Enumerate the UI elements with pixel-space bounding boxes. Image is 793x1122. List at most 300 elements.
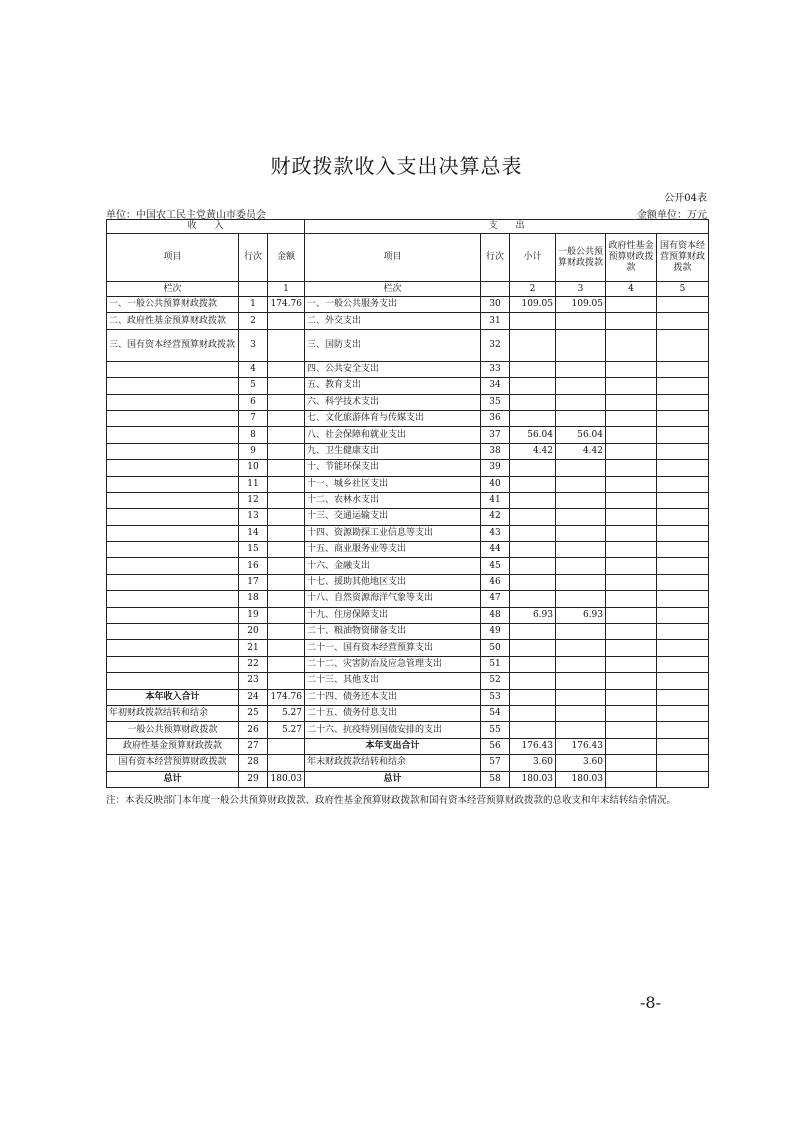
expense-item-cell: 二十五、债务付息支出 [305,705,481,721]
state-capital-cell [657,771,709,787]
general-budget-cell [556,476,606,492]
subtotal-cell [510,313,556,329]
table-row [107,689,709,705]
income-line-cell: 14 [239,525,268,541]
column-no-2: 2 [510,282,556,297]
income-amount-cell [268,492,305,508]
expense-line-cell: 50 [481,640,510,656]
expense-line-cell: 53 [481,689,510,705]
income-amount-cell [268,574,305,590]
state-capital-cell [657,673,709,689]
expense-line-cell: 40 [481,476,510,492]
gov-fund-cell [606,378,657,394]
subtotal-cell [510,689,556,705]
gov-fund-cell [606,673,657,689]
gov-fund-cell [606,313,657,329]
expense-line-cell: 32 [481,329,510,361]
income-item-cell: 一般公共预算财政拨款 [107,722,239,738]
state-capital-cell [657,705,709,721]
subtotal-cell [510,460,556,476]
income-line-cell: 24 [239,689,268,705]
general-budget-cell [556,313,606,329]
gov-fund-cell [606,427,657,443]
expense-item-cell: 二十一、国有资本经营预算支出 [305,640,481,656]
subtotal-cell [510,656,556,672]
state-capital-cell [657,624,709,640]
table-row [107,558,709,574]
general-budget-cell [556,558,606,574]
gov-fund-cell [606,394,657,410]
gov-fund-cell [606,492,657,508]
subtotal-cell: 6.93 [510,607,556,623]
state-capital-cell [657,607,709,623]
gov-fund-cell [606,755,657,771]
subtotal-cell: 180.03 [510,771,556,787]
income-amount-cell [268,427,305,443]
subtotal-cell [510,640,556,656]
expense-item-cell: 本年支出合计 [305,738,481,754]
income-line-cell: 29 [239,771,268,787]
income-amount-cell [268,591,305,607]
income-amount-cell [268,558,305,574]
subtotal-cell [510,525,556,541]
table-row [107,542,709,558]
state-capital-cell [657,542,709,558]
subtotal-cell [510,558,556,574]
gov-fund-cell [606,329,657,361]
form-number: 公开04表 [664,193,707,204]
subtotal-cell: 109.05 [510,297,556,313]
expense-line-cell: 39 [481,460,510,476]
income-amount-cell [268,525,305,541]
income-line-cell: 1 [239,297,268,313]
general-budget-cell [556,689,606,705]
table-row [107,591,709,607]
income-line-header: 行次 [239,234,268,282]
income-item-cell [107,476,239,492]
general-budget-cell [556,378,606,394]
gov-fund-cell [606,771,657,787]
expense-item-cell: 二十六、抗疫特别国债安排的支出 [305,722,481,738]
income-amount-cell [268,394,305,410]
expense-item-cell: 十七、援助其他地区支出 [305,574,481,590]
expense-item-cell: 二、外交支出 [305,313,481,329]
page-number: -8- [640,993,661,1012]
state-capital-cell [657,722,709,738]
income-item-cell [107,656,239,672]
expense-item-cell: 三、国防支出 [305,329,481,361]
income-line-cell: 21 [239,640,268,656]
state-capital-cell [657,460,709,476]
income-line-cell: 7 [239,410,268,426]
income-amount-cell [268,640,305,656]
general-budget-cell [556,656,606,672]
general-budget-cell [556,640,606,656]
income-amount-cell [268,656,305,672]
table-row [107,443,709,459]
subtotal-cell [510,378,556,394]
gov-fund-cell [606,476,657,492]
subtotal-cell [510,492,556,508]
subtotal-cell [510,476,556,492]
column-no-3: 3 [556,282,606,297]
expense-item-cell: 二十、粮油物资储备支出 [305,624,481,640]
subtotal-cell [510,394,556,410]
general-budget-cell [556,361,606,377]
income-line-cell: 19 [239,607,268,623]
expense-line-cell: 31 [481,313,510,329]
gov-fund-cell [606,705,657,721]
income-line-cell: 26 [239,722,268,738]
table-row [107,378,709,394]
expense-item-cell: 二十四、债务还本支出 [305,689,481,705]
income-line-cell: 6 [239,394,268,410]
subtotal-cell: 4.42 [510,443,556,459]
gov-fund-cell [606,574,657,590]
subtotal-cell [510,509,556,525]
gov-fund-cell [606,443,657,459]
subtotal-cell [510,574,556,590]
expense-line-cell: 33 [481,361,510,377]
expense-line-cell: 54 [481,705,510,721]
column-no-label-expense: 栏次 [305,282,481,297]
column-no-label: 栏次 [107,282,239,297]
income-line-cell: 4 [239,361,268,377]
state-capital-cell [657,640,709,656]
income-amount-cell: 180.03 [268,771,305,787]
gov-fund-cell [606,722,657,738]
expense-item-cell: 十八、自然资源海洋气象等支出 [305,591,481,607]
income-item-cell [107,361,239,377]
general-budget-cell: 6.93 [556,607,606,623]
state-capital-cell [657,361,709,377]
income-amount-cell [268,738,305,754]
table-row [107,427,709,443]
income-item-cell [107,640,239,656]
expense-item-cell: 十二、农林水支出 [305,492,481,508]
expense-item-cell: 五、教育支出 [305,378,481,394]
income-header: 收 入 [107,220,305,234]
subtotal-cell: 176.43 [510,738,556,754]
income-item-cell [107,460,239,476]
income-line-cell: 13 [239,509,268,525]
income-item-cell [107,607,239,623]
income-amount-cell [268,607,305,623]
table-row [107,738,709,754]
expense-item-cell: 二十三、其他支出 [305,673,481,689]
general-budget-cell [556,624,606,640]
income-line-cell: 20 [239,624,268,640]
table-row [107,640,709,656]
income-amount-cell [268,410,305,426]
expense-item-cell: 十四、资源勘探工业信息等支出 [305,525,481,541]
income-line-cell: 8 [239,427,268,443]
gov-fund-cell [606,624,657,640]
income-item-cell [107,542,239,558]
income-item-cell: 总计 [107,771,239,787]
income-item-cell [107,378,239,394]
income-amount-cell [268,624,305,640]
income-item-cell: 国有资本经营预算财政拨款 [107,755,239,771]
income-amount-cell [268,755,305,771]
income-item-cell: 二、政府性基金预算财政拨款 [107,313,239,329]
income-item-cell [107,525,239,541]
expense-item-header: 项目 [305,234,481,282]
amount-unit-label: 金额单位：万元 [637,210,707,221]
expense-item-cell: 十九、住房保障支出 [305,607,481,623]
expense-line-header: 行次 [481,234,510,282]
income-item-cell [107,558,239,574]
subtotal-cell: 56.04 [510,427,556,443]
subtotal-cell [510,624,556,640]
state-capital-cell [657,378,709,394]
table-row [107,755,709,771]
table-row [107,509,709,525]
gov-fund-cell [606,297,657,313]
income-line-cell: 2 [239,313,268,329]
subtotal-cell: 3.60 [510,755,556,771]
income-line-cell: 23 [239,673,268,689]
income-line-cell: 3 [239,329,268,361]
gov-fund-cell [606,689,657,705]
state-capital-cell [657,656,709,672]
state-capital-cell [657,591,709,607]
general-budget-cell [556,329,606,361]
state-capital-cell [657,297,709,313]
gov-fund-cell [606,640,657,656]
gov-fund-cell [606,410,657,426]
income-item-cell [107,427,239,443]
general-budget-cell [556,673,606,689]
expense-line-cell: 34 [481,378,510,394]
expense-item-cell: 八、社会保障和就业支出 [305,427,481,443]
gov-fund-cell [606,656,657,672]
general-budget-cell: 56.04 [556,427,606,443]
income-item-cell [107,509,239,525]
expense-line-cell: 38 [481,443,510,459]
income-line-cell: 15 [239,542,268,558]
gov-fund-cell [606,361,657,377]
page-title: 财政拨款收入支出决算总表 [270,154,523,178]
expense-line-cell: 47 [481,591,510,607]
subtotal-cell [510,542,556,558]
expense-line-cell: 58 [481,771,510,787]
general-budget-cell [556,525,606,541]
income-line-cell: 9 [239,443,268,459]
income-amount-cell: 174.76 [268,297,305,313]
table-row [107,673,709,689]
unit-label: 单位：中国农工民主党黄山市委员会 [106,210,266,221]
budget-table [106,219,709,788]
income-line-cell: 28 [239,755,268,771]
table-row [107,476,709,492]
general-budget-cell: 4.42 [556,443,606,459]
gov-fund-cell [606,591,657,607]
gov-fund-cell [606,558,657,574]
gov-fund-cell [606,738,657,754]
income-item-header: 项目 [107,234,239,282]
income-amount-cell: 5.27 [268,705,305,721]
income-amount-cell [268,378,305,394]
state-capital-cell [657,427,709,443]
income-line-cell: 22 [239,656,268,672]
table-row [107,607,709,623]
expense-item-cell: 一、一般公共服务支出 [305,297,481,313]
general-budget-cell [556,492,606,508]
expense-item-cell: 十三、交通运输支出 [305,509,481,525]
column-no-4: 4 [606,282,657,297]
gov-fund-cell [606,525,657,541]
income-item-cell [107,591,239,607]
gov-fund-header: 政府性基金预算财政拨款 [606,234,657,282]
gov-fund-cell [606,509,657,525]
subtotal-cell [510,361,556,377]
expense-line-cell: 57 [481,755,510,771]
expense-item-cell: 二十二、灾害防治及应急管理支出 [305,656,481,672]
state-capital-cell [657,443,709,459]
income-line-cell: 10 [239,460,268,476]
general-budget-cell: 180.03 [556,771,606,787]
expense-item-cell: 四、公共安全支出 [305,361,481,377]
general-budget-cell [556,574,606,590]
general-budget-cell: 176.43 [556,738,606,754]
expense-line-cell: 49 [481,624,510,640]
state-capital-cell [657,509,709,525]
table-row [107,460,709,476]
expense-line-cell: 48 [481,607,510,623]
expense-line-cell: 36 [481,410,510,426]
expense-item-cell: 七、文化旅游体育与传媒支出 [305,410,481,426]
subtotal-cell [510,591,556,607]
income-amount-cell [268,542,305,558]
income-item-cell: 一、一般公共预算财政拨款 [107,297,239,313]
expense-item-cell: 九、卫生健康支出 [305,443,481,459]
income-amount-cell: 5.27 [268,722,305,738]
subtotal-cell [510,722,556,738]
column-no-1: 1 [268,282,305,297]
general-budget-cell [556,460,606,476]
general-budget-cell: 3.60 [556,755,606,771]
expense-item-cell: 六、科学技术支出 [305,394,481,410]
expense-line-cell: 37 [481,427,510,443]
income-amount-cell [268,673,305,689]
income-item-cell [107,673,239,689]
general-budget-cell: 109.05 [556,297,606,313]
income-amount-cell [268,476,305,492]
table-row [107,705,709,721]
footnote: 注：本表反映部门本年度一般公共预算财政拨款、政府性基金预算财政拨款和国有资本经营预算财政拨款的总收支和年末结转结余情况。 [106,795,677,806]
income-item-cell: 三、国有资本经营预算财政拨款 [107,329,239,361]
income-item-cell [107,394,239,410]
income-item-cell [107,492,239,508]
income-item-cell [107,410,239,426]
general-budget-cell [556,394,606,410]
expense-item-cell: 年末财政拨款结转和结余 [305,755,481,771]
income-item-cell: 年初财政拨款结转和结余 [107,705,239,721]
table-row [107,525,709,541]
income-item-cell: 本年收入合计 [107,689,239,705]
general-budget-cell [556,410,606,426]
expense-line-cell: 52 [481,673,510,689]
general-budget-cell [556,705,606,721]
subtotal-cell [510,673,556,689]
income-line-cell: 12 [239,492,268,508]
table-row [107,574,709,590]
expense-item-cell: 十六、金融支出 [305,558,481,574]
subtotal-cell [510,410,556,426]
table-row [107,361,709,377]
state-capital-cell [657,558,709,574]
income-amount-cell: 174.76 [268,689,305,705]
table-row [107,722,709,738]
expense-header: 支 出 [305,220,709,234]
table-row [107,297,709,313]
general-budget-cell [556,509,606,525]
income-amount-cell [268,313,305,329]
income-line-cell: 18 [239,591,268,607]
income-line-cell: 27 [239,738,268,754]
subtotal-cell [510,329,556,361]
expense-line-cell: 44 [481,542,510,558]
table-row [107,492,709,508]
table-row [107,410,709,426]
expense-line-cell: 42 [481,509,510,525]
income-line-cell: 25 [239,705,268,721]
gov-fund-cell [606,542,657,558]
expense-line-cell: 51 [481,656,510,672]
subtotal-cell [510,705,556,721]
expense-line-cell: 46 [481,574,510,590]
expense-line-cell: 35 [481,394,510,410]
income-line-cell: 17 [239,574,268,590]
income-line-cell: 11 [239,476,268,492]
general-budget-header: 一般公共预算财政拨款 [556,234,606,282]
expense-line-cell: 55 [481,722,510,738]
column-no-5: 5 [657,282,709,297]
gov-fund-cell [606,460,657,476]
income-amount-cell [268,443,305,459]
income-amount-cell [268,509,305,525]
state-capital-cell [657,755,709,771]
state-capital-cell [657,313,709,329]
income-amount-cell [268,361,305,377]
table-row [107,656,709,672]
table-row [107,313,709,329]
income-line-cell: 16 [239,558,268,574]
income-amount-cell [268,329,305,361]
state-capital-cell [657,738,709,754]
income-item-cell [107,574,239,590]
general-budget-cell [556,722,606,738]
expense-item-cell: 十一、城乡社区支出 [305,476,481,492]
state-capital-cell [657,525,709,541]
state-capital-cell [657,410,709,426]
general-budget-cell [556,591,606,607]
expense-item-cell: 总计 [305,771,481,787]
expense-line-cell: 41 [481,492,510,508]
table-row [107,624,709,640]
state-capital-cell [657,394,709,410]
subtotal-header: 小计 [510,234,556,282]
state-capital-cell [657,574,709,590]
income-line-cell: 5 [239,378,268,394]
income-item-cell: 政府性基金预算财政拨款 [107,738,239,754]
general-budget-cell [556,542,606,558]
income-amount-header: 金额 [268,234,305,282]
expense-line-cell: 56 [481,738,510,754]
expense-item-cell: 十、节能环保支出 [305,460,481,476]
state-capital-cell [657,492,709,508]
